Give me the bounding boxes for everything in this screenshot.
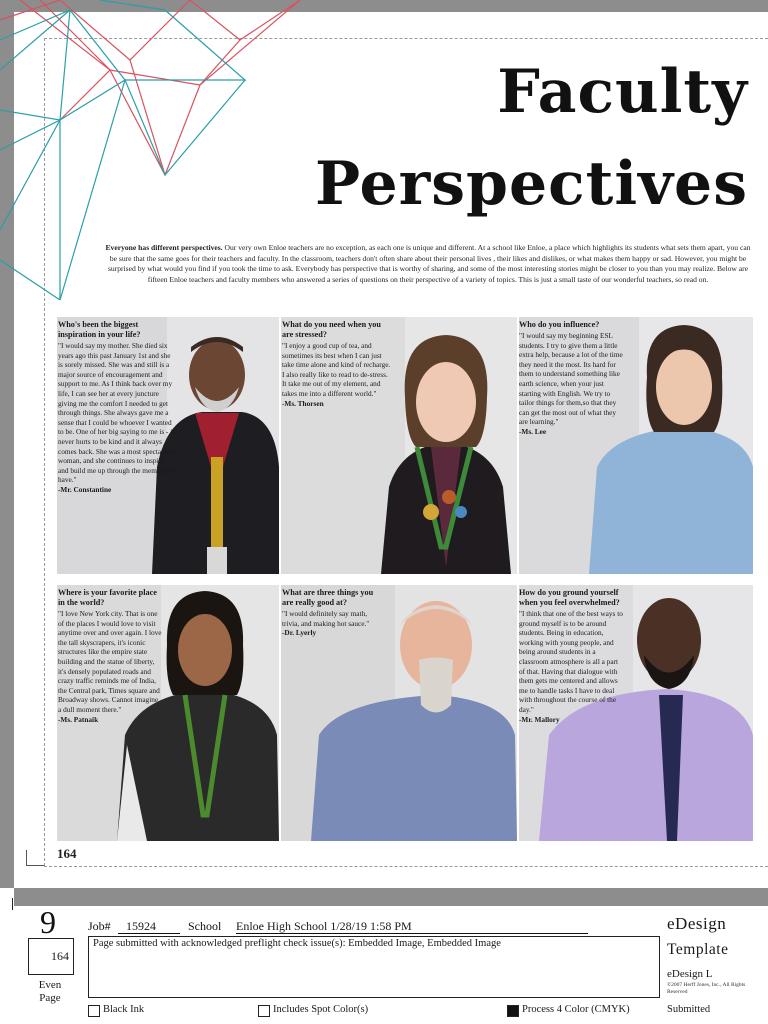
signature-text: -Ms. Lee — [519, 426, 547, 436]
black-ink-checkbox[interactable] — [88, 1005, 100, 1017]
even-page-label: Even Page — [38, 979, 62, 1004]
crop-mark — [26, 850, 44, 866]
folio-page-box: 164 — [28, 938, 74, 975]
page-title-line-2: Perspectives — [314, 149, 748, 219]
question-text: What do you need when you are stressed? — [282, 320, 381, 339]
qa-block-lyerly — [282, 588, 386, 638]
spot-color-checkbox[interactable] — [258, 1005, 270, 1017]
page-title-line-1: Faculty — [497, 57, 748, 127]
spot-color-label: Includes Spot Color(s) — [273, 1004, 369, 1015]
intro-paragraph — [104, 243, 752, 285]
qa-block-patnaik — [58, 588, 162, 724]
intro-lead: Everyone has different perspectives. — [105, 243, 223, 252]
question-text: Who do you influence? — [519, 320, 600, 329]
black-ink-label: Black Ink — [103, 1004, 145, 1015]
answer-text: "I think that one of the best ways to ground myself is to be around students. Being in education, working with young people, and being around students in a classroom atmosphere is all a part of that. Having that dialogue with them gets me centered and allows me to handle tasks I have to deal with throughout the course of the day." — [519, 609, 623, 714]
answer-text: "I would say my beginning ESL students. I try to give them a little extra help, because a lot of the time they need it the most. Its hard for them to understand something like earth science, when your just starting with English. We try to tailor things for them,so that they can get the most out of what they are learning." — [519, 331, 623, 427]
qa-block-thorsen — [282, 320, 394, 408]
answer-text: "I would definitely say math, trivia, and making hot sauce." — [282, 609, 370, 628]
intro-body: Our very own Enloe teachers are no exception, as each one is unique and different. At a school like Enloe, a place which highlights its students what sets them apart, you can be sure that the same goes for their teachers and faculty. In the classroom, teachers don't often share about their personal lives , their likes and dislikes, or what makes them happy or sad. However, you might be surprised by what would you find if you took the time to ask. Everybody has perspective that is worthy of sharing, and some of the most interesting stories might be closer to you than you may realize. Below are fifteen Enloe teachers and faculty members who answered a series of questions on their perspective of a variety of topics. This is just a small taste of our wonderful teachers, so read on. — [107, 243, 751, 284]
signature-text: -Dr. Lyerly — [282, 628, 317, 638]
signature-text: -Mr. Constantine — [58, 484, 112, 494]
trim-guide-bottom — [44, 866, 768, 867]
edesign-l-label: eDesign L — [667, 968, 713, 980]
signature-text: -Ms. Thorsen — [282, 398, 324, 408]
template-label: Template — [667, 941, 729, 958]
question-text: How do you ground yourself when you feel overwhelmed? — [519, 588, 620, 607]
school-label: School — [188, 919, 222, 933]
qa-block-lee — [519, 320, 623, 437]
job-label: Job# — [88, 919, 111, 933]
answer-text: "I love New York city. That is one of the places I would love to visit anytime over and over again. I love the tall skyscrapers, it's iconic structures like the empire state building and the statue of liberty, it's densely populated roads and crazy traffic reminds me of India, the Central park, Times square and Broadway shows. Cannot imagine a dull moment there." — [58, 609, 162, 714]
school-field[interactable]: Enloe High School 1/28/19 1:58 PM — [236, 919, 588, 934]
copyright-text: ©2007 Herff Jones, Inc., All Rights Reserved — [667, 982, 746, 995]
answer-text: "I would say my mother. She died six years ago this past January 1st and she is sorely missed. She was and still is a major source of encouragement and support to me. As I think back over my life, I can see her at every juncture giving me the comfort I needed to get through things. She always gave me a sense that I could be whoever I wanted to be. One of her big saying to me is - it never hurts to be kind and it always comes back. She was a most spectacular woman, and she continues to inspire and build me up through the memories I have." — [58, 341, 176, 485]
page-number: 164 — [57, 846, 77, 861]
process-color-label: Process 4 Color (CMYK) — [522, 1004, 630, 1015]
folio-large-number: 9 — [40, 904, 56, 940]
question-text: Where is your favorite place in the world? — [58, 588, 157, 607]
job-number-field[interactable]: 15924 — [118, 919, 180, 934]
signature-text: -Ms. Patnaik — [58, 714, 99, 724]
crop-tick — [12, 898, 13, 910]
question-text: Who's been the biggest inspiration in your life? — [58, 320, 141, 339]
signature-text: -Mr. Mallory — [519, 714, 560, 724]
edesign-brand: eDesign — [667, 914, 727, 933]
preflight-message-box: Page submitted with acknowledged preflight check issue(s): Embedded Image, Embedded Image — [88, 936, 660, 998]
submitted-label: Submitted — [667, 1004, 711, 1015]
process-color-checkbox[interactable] — [507, 1005, 519, 1017]
qa-block-mallory — [519, 588, 623, 724]
answer-text: "I enjoy a good cup of tea, and sometimes its best when I can just take time alone and kind of recharge. I also really like to read to de-stress. It take me out of my element, and takes me into a different world." — [282, 341, 391, 398]
qa-block-constantine — [58, 320, 176, 495]
question-text: What are three things you are really good at? — [282, 588, 374, 607]
bottom-frame-band — [14, 888, 768, 906]
